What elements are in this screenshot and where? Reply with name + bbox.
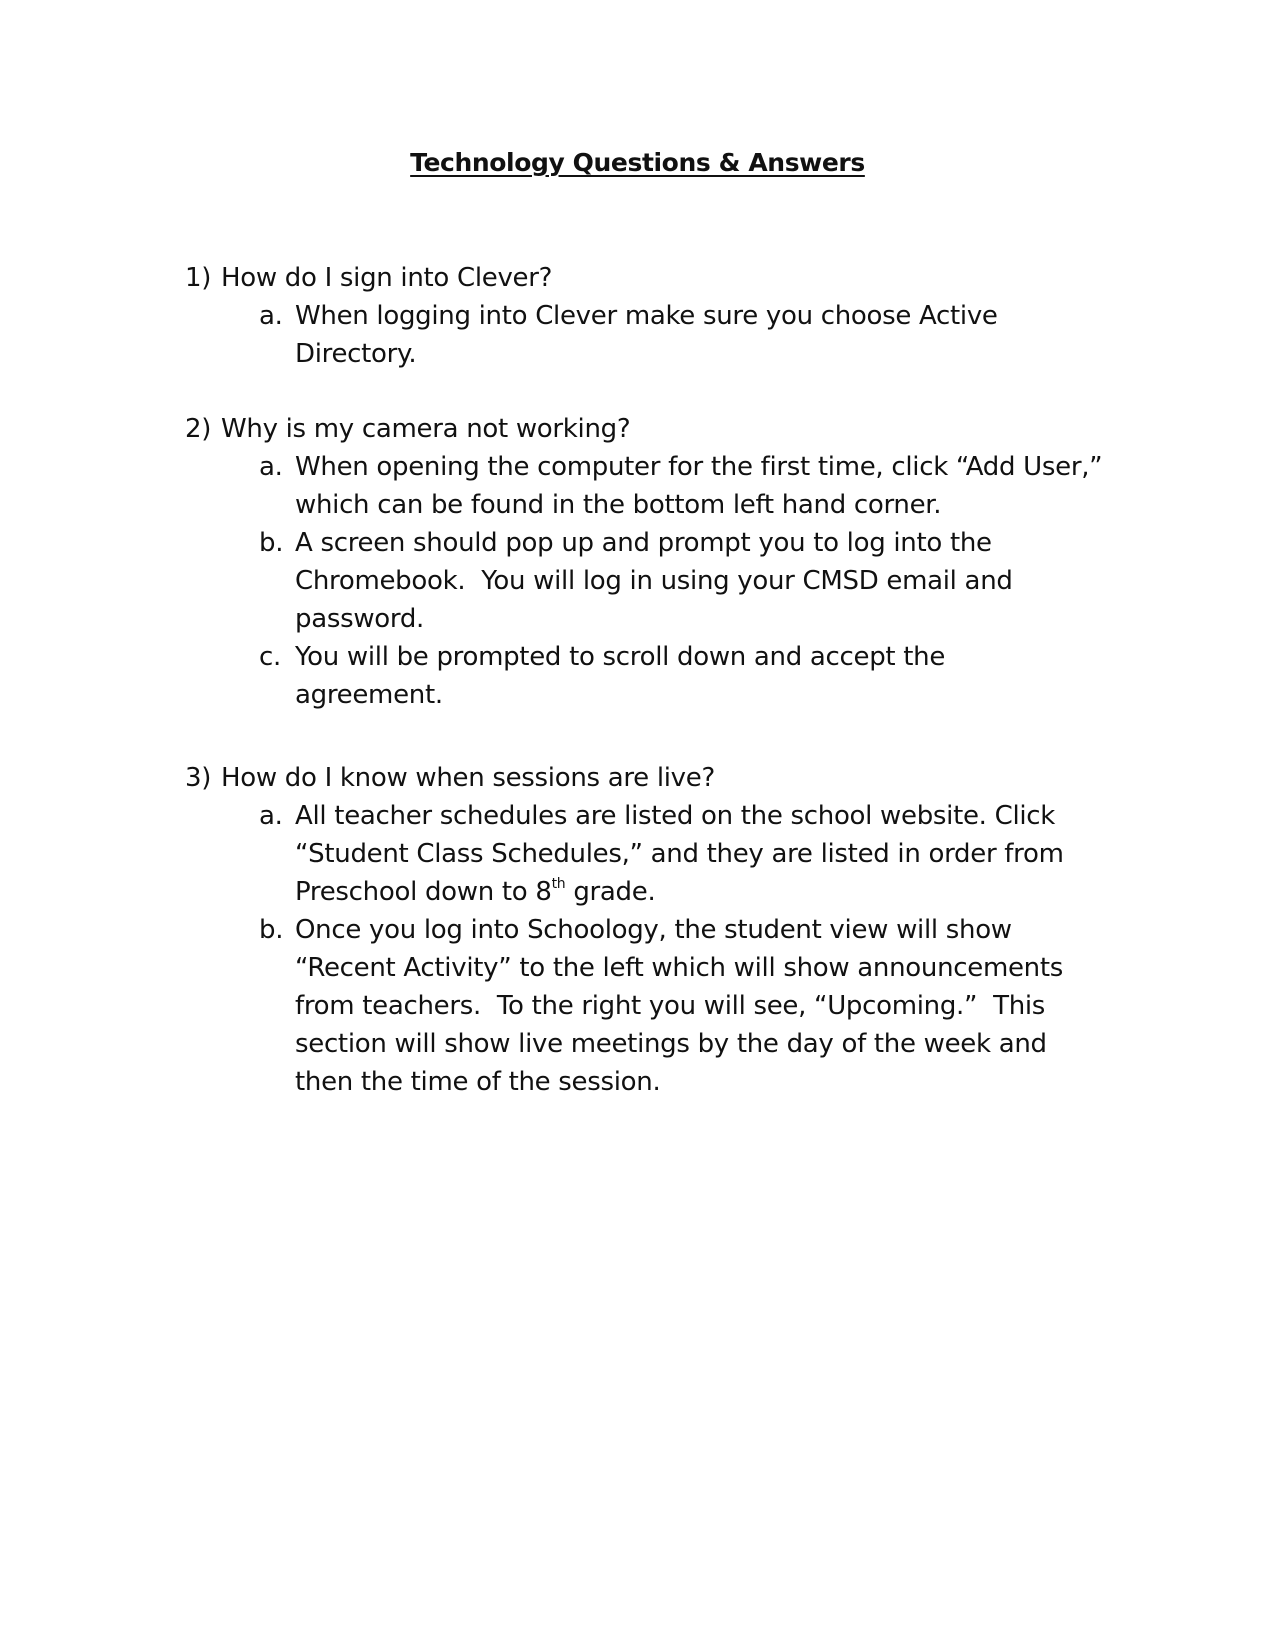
answer-text-main: All teacher schedules are listed on the school website. Click “Student Class Schedules,” and they are listed in order from Preschool down to 8 (295, 801, 1064, 907)
document-title: Technology Questions & Answers (410, 148, 865, 177)
qa-item-1 (0, 259, 1275, 373)
answer-item (0, 797, 1275, 911)
answer-list (0, 297, 1275, 373)
answer-letter: b. (259, 528, 284, 558)
answer-text: You will be prompted to scroll down and accept the agreement. (295, 642, 946, 710)
question (0, 759, 1275, 797)
ordinal-superscript: th (551, 876, 566, 892)
answer-letter: c. (259, 642, 281, 672)
answer-item (0, 297, 1040, 373)
answer-letter: a. (259, 301, 283, 331)
qa-item-2 (0, 410, 1275, 714)
question-text: Why is my camera not working? (221, 414, 631, 444)
answer-text (295, 797, 1065, 911)
answer-text: Once you log into Schoology, the student view will show “Recent Activity” to the left which will show announcements from teachers. To the right you will see, “Upcoming.” This section will show live meetings by the day of the week and then the time of the session. (295, 915, 1071, 1097)
answer-list (0, 797, 1275, 1101)
answer-letter: b. (259, 915, 284, 945)
question (0, 259, 1275, 297)
answer-text: When opening the computer for the first time, click “Add User,” which can be found in the bottom left hand corner. (295, 452, 1103, 520)
answer-list (0, 448, 1275, 714)
answer-letter: a. (259, 452, 283, 482)
question-number: 3) (185, 763, 212, 793)
question-text: How do I know when sessions are live? (221, 763, 715, 793)
answer-text-end: grade. (565, 877, 656, 907)
question (0, 410, 1275, 448)
answer-item (0, 448, 1275, 524)
question-text: How do I sign into Clever? (221, 263, 553, 293)
question-number: 1) (185, 263, 212, 293)
answer-text: A screen should pop up and prompt you to log into the Chromebook. You will log in using your CMSD email and password. (295, 528, 1021, 634)
answer-letter: a. (259, 801, 283, 831)
question-number: 2) (185, 414, 212, 444)
answer-item (0, 911, 1275, 1101)
answer-text: When logging into Clever make sure you choose Active Directory. (295, 301, 998, 369)
qa-item-3 (0, 759, 1275, 1101)
answer-item (0, 638, 1275, 714)
answer-item (0, 524, 1275, 638)
